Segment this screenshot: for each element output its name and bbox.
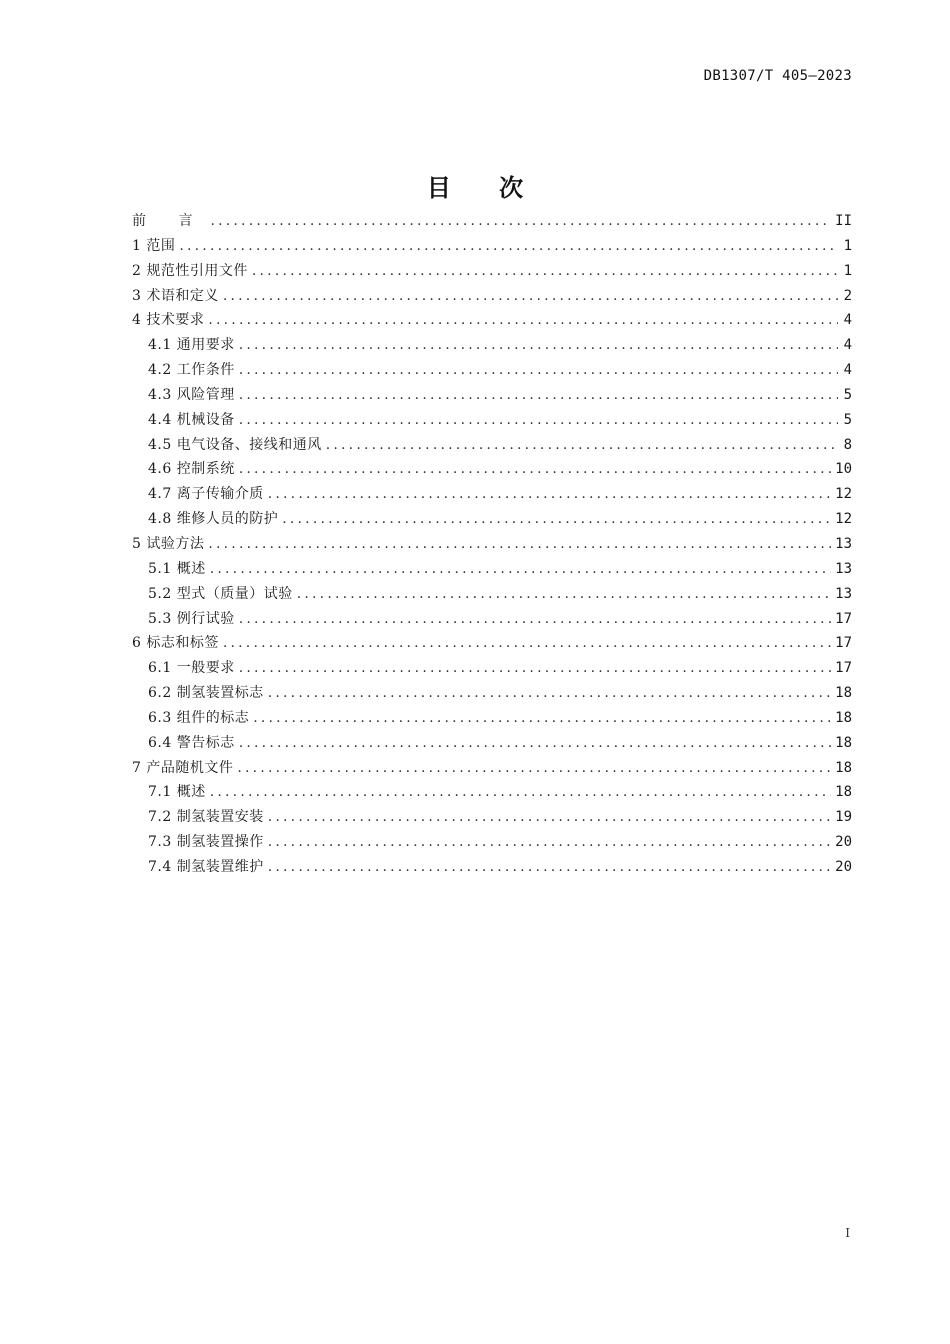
toc-entry-label: 7.1 概述 [148,784,206,801]
toc-entry-page: 20 [835,834,852,851]
toc-entry[interactable] [132,681,852,706]
toc-entry-label: 5.1 概述 [148,560,206,577]
page-number: I [845,1226,850,1240]
toc-entry-label: 6.2 制氢装置标志 [148,685,264,702]
toc-entry[interactable] [132,383,852,408]
toc-entry[interactable] [132,457,852,482]
toc-dot-leader [282,507,831,532]
toc-entry-page: 12 [835,511,852,528]
toc-entry-page: 20 [835,858,852,875]
toc-entry-page: 17 [835,635,852,652]
toc-entry-page: 5 [843,411,852,428]
toc-entry-page: 4 [843,312,852,329]
toc-entry-label: 6.1 一般要求 [148,660,235,677]
toc-dot-leader [239,358,838,383]
toc-entry-page: 1 [843,237,852,254]
toc-dot-leader [237,756,831,781]
toc-entry[interactable] [132,284,852,309]
toc-entry-page: 18 [835,734,852,751]
toc-entry-label: 7 产品随机文件 [132,759,234,776]
toc-entry-page: 18 [835,759,852,776]
toc-entry[interactable] [132,830,852,855]
toc-dot-leader [239,383,838,408]
toc-entry-page: 4 [843,337,852,354]
toc-dot-leader [239,333,838,358]
toc-entry-page: 19 [835,809,852,826]
toc-dot-leader [210,557,831,582]
toc-entry[interactable] [132,656,852,681]
toc-title: 目 次 [426,174,544,202]
toc-entry-page: 13 [835,585,852,602]
toc-entry-page: 13 [835,560,852,577]
toc-entry[interactable] [132,532,852,557]
toc-entry[interactable] [132,358,852,383]
toc-dot-leader [223,631,831,656]
toc-dot-leader [326,433,838,458]
toc-entry-label: 2 规范性引用文件 [132,262,248,279]
toc-dot-leader [252,259,838,284]
toc-dot-leader [253,706,831,731]
toc-entry[interactable] [132,557,852,582]
toc-dot-leader [268,681,831,706]
toc-entry-page: 12 [835,486,852,503]
toc-entry-label: 4.2 工作条件 [148,362,235,379]
toc-entry[interactable] [132,780,852,805]
toc-entry[interactable] [132,482,852,507]
toc-entry[interactable] [132,805,852,830]
toc-entry-page: 8 [843,436,852,453]
toc-dot-leader [210,780,831,805]
toc-entry[interactable] [132,607,852,632]
toc-entry-page: 10 [835,461,852,478]
toc-entry[interactable] [132,433,852,458]
toc-entry-label: 4.5 电气设备、接线和通风 [148,436,322,453]
toc-entry-label: 6.4 警告标志 [148,734,235,751]
toc-entry-label: 1 范围 [132,237,176,254]
toc-dot-leader [179,234,838,259]
toc-dot-leader [268,482,831,507]
toc-entry-page: 1 [843,262,852,279]
toc-dot-leader [268,830,831,855]
toc-entry-label: 4.8 维修人员的防护 [148,511,279,528]
toc-entry-label: 前 言 [132,213,207,229]
toc-entry-page: 13 [835,535,852,552]
toc-entry[interactable] [132,756,852,781]
toc-entry-page: 18 [835,685,852,702]
toc-entry-label: 3 术语和定义 [132,287,219,304]
toc-dot-leader [239,656,831,681]
toc-entry-label: 4.4 机械设备 [148,411,235,428]
toc-entry-label: 6.3 组件的标志 [148,709,250,726]
toc-dot-leader [297,582,831,607]
toc-dot-leader [210,209,831,234]
toc-dot-leader [239,457,831,482]
toc-entry-label: 5.2 型式（质量）试验 [148,585,293,602]
toc-entry-label: 4.3 风险管理 [148,386,235,403]
toc-entry[interactable] [132,855,852,880]
standard-code: DB1307/T 405—2023 [703,68,852,84]
toc-dot-leader [239,607,831,632]
toc-entry-label: 7.2 制氢装置安装 [148,809,264,826]
toc-entry[interactable] [132,582,852,607]
toc-entry-page: 17 [835,610,852,627]
toc-entry[interactable] [132,308,852,333]
toc-entry-label: 6 标志和标签 [132,635,219,652]
toc-entry-page: 4 [843,362,852,379]
toc-entry-label: 7.3 制氢装置操作 [148,834,264,851]
toc-entry[interactable] [132,408,852,433]
table-of-contents [132,209,852,880]
toc-entry-label: 5 试验方法 [132,535,205,552]
toc-entry-label: 5.3 例行试验 [148,610,235,627]
toc-dot-leader [208,532,831,557]
toc-entry-page: II [835,213,852,229]
toc-entry[interactable] [132,209,852,234]
toc-entry-page: 18 [835,784,852,801]
toc-dot-leader [239,408,838,433]
toc-entry[interactable] [132,333,852,358]
toc-entry-page: 17 [835,660,852,677]
toc-dot-leader [223,284,838,309]
toc-entry-label: 4 技术要求 [132,312,205,329]
toc-entry-page: 2 [843,287,852,304]
toc-dot-leader [208,308,838,333]
toc-entry-label: 7.4 制氢装置维护 [148,858,264,875]
toc-entry[interactable] [132,706,852,731]
toc-dot-leader [268,805,831,830]
toc-dot-leader [239,731,831,756]
toc-entry-page: 5 [843,386,852,403]
toc-entry-label: 4.1 通用要求 [148,337,235,354]
toc-entry[interactable] [132,259,852,284]
toc-entry[interactable] [132,507,852,532]
toc-entry[interactable] [132,631,852,656]
toc-entry-label: 4.7 离子传输介质 [148,486,264,503]
toc-entry[interactable] [132,234,852,259]
toc-entry-page: 18 [835,709,852,726]
toc-entry-label: 4.6 控制系统 [148,461,235,478]
toc-entry[interactable] [132,731,852,756]
toc-dot-leader [268,855,831,880]
